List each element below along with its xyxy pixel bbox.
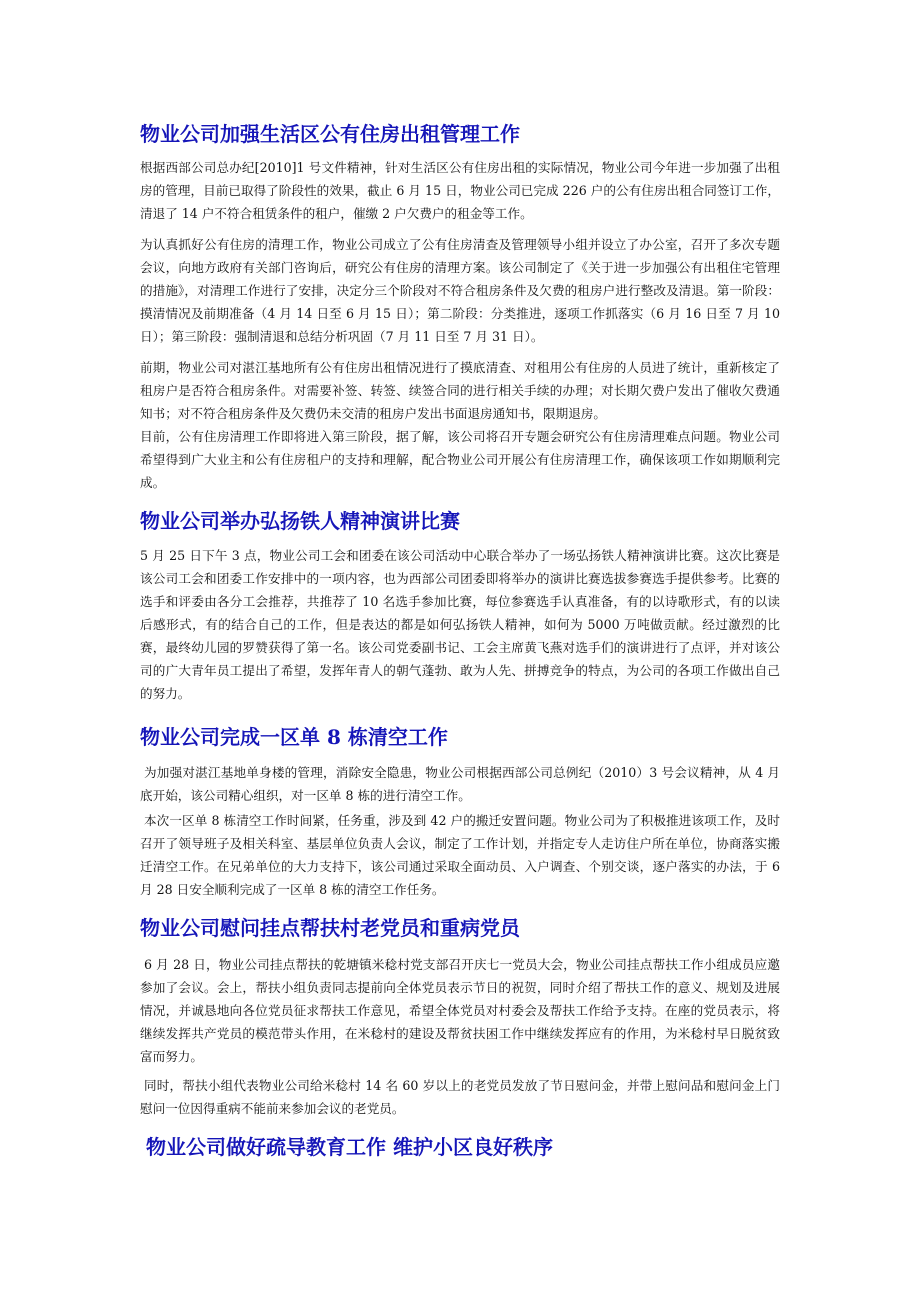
article-title: 物业公司加强生活区公有住房出租管理工作 (140, 122, 520, 146)
article-paragraph: 根据西部公司总办纪[2010]1 号文件精神，针对生活区公有住房出租的实际情况，物业公司今年进一步加强了出租房的管理，目前已取得了阶段性的效果，截止 6 月 15 日，物业公司已完成 226 户的公有住房出租合同签订工作，清退了 14 户不符合租赁条件的租户，催缴 2 户欠费户的租金等工作。 (140, 160, 780, 221)
article-paragraph: 5 月 25 日下午 3 点，物业公司工会和团委在该公司活动中心联合举办了一场弘扬铁人精神演讲比赛。这次比赛是该公司工会和团委工作安排中的一项内容，也为西部公司团委即将举办的演讲比赛选拔参赛选手提供参考。比赛的选手和评委由各分工会推荐，共推荐了 10 名选手参加比赛，每位参赛选手认真准备，有的以诗歌形式，有的以读后感形式，有的结合自己的工作，但是表达的都是如何弘扬铁人精神，如何为 5000 万吨做贡献。经过激烈的比赛，最终幼儿园的罗赞获得了第一名。该公司党委副书记、工会主席黄飞燕对选手们的演讲进行了点评，并对该公司的广大青年员工提出了希望，发挥年青人的朝气蓬勃、敢为人先、拼搏竞争的特点，为公司的各项工作做出自己的努力。 (140, 548, 780, 701)
article-title: 物业公司完成一区单 8 栋清空工作 (140, 725, 448, 749)
article-paragraph: 为加强对湛江基地单身楼的管理，消除安全隐患，物业公司根据西部公司总例纪（2010）3 号会议精神，从 4 月底开始，该公司精心组织，对一区单 8 栋的进行清空工作。 (140, 765, 780, 803)
article-paragraph: 6 月 28 日，物业公司挂点帮扶的乾塘镇米稔村党支部召开庆七一党员大会，物业公司挂点帮扶工作小组成员应邀参加了会议。会上，帮扶小组负责同志提前向全体党员表示节日的祝贺，同时介绍了帮扶工作的意义、规划及进展情况，并诚恳地向各位党员征求帮扶工作意见，希望全体党员对村委会及帮扶工作给予支持。在座的党员表示，将继续发挥共产党员的模范带头作用，在米稔村的建设及帮贫扶困工作中继续发挥应有的作用，为米稔村早日脱贫致富而努力。 (140, 957, 780, 1064)
article-paragraph: 为认真抓好公有住房的清理工作，物业公司成立了公有住房清查及管理领导小组并设立了办公室，召开了多次专题会议，向地方政府有关部门咨询后，研究公有住房的清理方案。该公司制定了《关于进一步加强公有出租住宅管理的措施》，对清理工作进行了安排，决定分三个阶段对不符合租房条件及欠费的租房户进行整改及清退。第一阶段：摸清情况及前期准备（4 月 14 日至 6 月 15 日）；第二阶段：分类推进，逐项工作抓落实（6 月 16 日至 7 月 10 日）；第三阶段：强制清退和总结分析巩固（7 月 11 日至 7 月 31 日）。 (140, 237, 780, 344)
article-title: 物业公司举办弘扬铁人精神演讲比赛 (140, 509, 460, 533)
article-title: 物业公司慰问挂点帮扶村老党员和重病党员 (140, 916, 520, 940)
article-paragraph: 目前，公有住房清理工作即将进入第三阶段，据了解，该公司将召开专题会研究公有住房清理难点问题。物业公司希望得到广大业主和公有住房租户的支持和理解，配合物业公司开展公有住房清理工作，确保该项工作如期顺利完成。 (140, 429, 780, 490)
article-paragraph: 本次一区单 8 栋清空工作时间紧，任务重，涉及到 42 户的搬迁安置问题。物业公司为了积极推进该项工作，及时召开了领导班子及相关科室、基层单位负责人会议，制定了工作计划，并指定专人走访住户所在单位，协商落实搬迁清空工作。在兄弟单位的大力支持下，该公司通过采取全面动员、入户调查、个别交谈，逐户落实的办法，于 6 月 28 日安全顺利完成了一区单 8 栋的清空工作任务。 (140, 813, 780, 897)
article-paragraph: 同时，帮扶小组代表物业公司给米稔村 14 名 60 岁以上的老党员发放了节日慰问金，并带上慰问品和慰问金上门慰问一位因得重病不能前来参加会议的老党员。 (140, 1078, 780, 1116)
article-paragraph: 前期，物业公司对湛江基地所有公有住房出租情况进行了摸底清查、对租用公有住房的人员进了统计，重新核定了租房户是否符合租房条件。对需要补签、转签、续签合同的进行相关手续的办理；对长期欠费户发出了催收欠费通知书；对不符合租房条件及欠费仍未交清的租房户发出书面退房通知书，限期退房。 (140, 360, 780, 421)
article-title: 物业公司做好疏导教育工作 维护小区良好秩序 (146, 1135, 553, 1159)
